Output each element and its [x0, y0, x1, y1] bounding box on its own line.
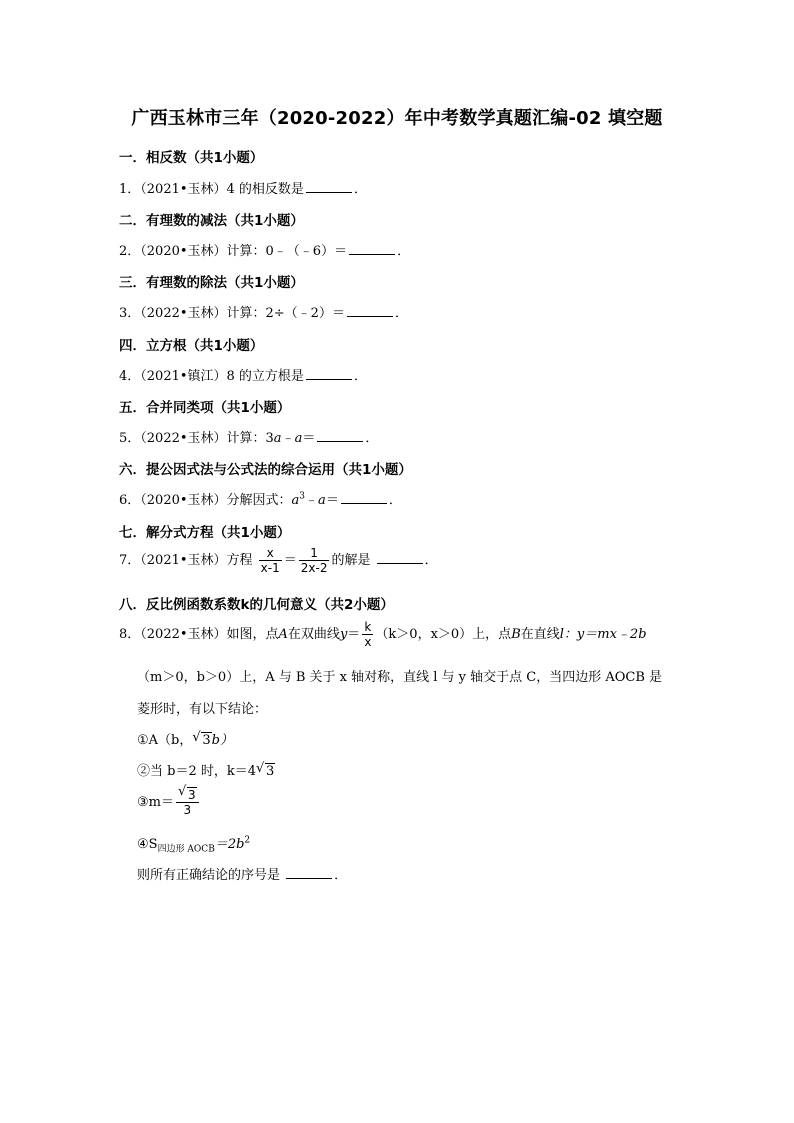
answer-blank-5[interactable]: [317, 440, 363, 442]
conclusion-3: ③m＝ √ 3 3: [137, 788, 201, 817]
section-heading-1: 一．相反数（共1小题）: [119, 150, 264, 166]
question-8-line-2: （m＞0，b＞0）上，A 与 B 关于 x 轴对称，直线 l 与 y 轴交于点 C，当四边形 AOCB 是: [137, 670, 663, 685]
section-heading-7: 七．解分式方程（共1小题）: [119, 525, 291, 541]
sqrt-3: √ 3: [256, 761, 275, 779]
answer-blank-8[interactable]: [286, 877, 332, 879]
answer-blank-1[interactable]: [306, 191, 352, 193]
question-5: 5．（2022•玉林）计算：3a﹣a＝ ．: [119, 431, 379, 446]
fraction-k-over-x: $\frac{k}{x}$: [364, 620, 372, 649]
question-1: 1．（2021•玉林）4 的相反数是 ．: [119, 182, 367, 197]
section-heading-8: 八．反比例函数系数k的几何意义（共2小题）: [119, 597, 394, 613]
section-heading-5: 五．合并同类项（共1小题）: [119, 400, 291, 416]
fraction-x-over-x-minus-1: $\frac{x}{x-1}$: [260, 546, 280, 575]
question-8-line-3: 菱形时，有以下结论：: [137, 702, 268, 717]
question-7: 7．（2021•玉林）方程 $\frac{x}{x-1}$ ＝ $\frac{1}{2x-2}$ 的解是 ．: [119, 546, 438, 575]
question-8-final: 则所有正确结论的序号是 ．: [137, 868, 348, 883]
conclusion-2: ②当 b＝2 时，k＝4 √ 3: [137, 761, 275, 779]
conclusion-4: $④S_{四边形 AOCB}=2b^2$: [137, 835, 251, 855]
fraction-sqrt3-over-3: √ 3 3: [176, 788, 199, 817]
answer-blank-2[interactable]: [349, 253, 395, 255]
page-title: 广西玉林市三年（2020-2022）年中考数学真题汇编-02 填空题: [131, 108, 663, 129]
section-heading-2: 二．有理数的减法（共1小题）: [119, 213, 304, 229]
section-heading-4: 四．立方根（共1小题）: [119, 338, 264, 354]
answer-blank-4[interactable]: [306, 378, 352, 380]
answer-blank-3[interactable]: [347, 315, 393, 317]
fraction-1-over-2x-minus-2: $\frac{1}{2x-2}$: [300, 546, 328, 575]
question-8-line-1: 8．（2022•玉林）如图，点A在双曲线y＝ $\frac{k}{x}$ （k＞0，x＞0）上，点B在直线l：y＝mx﹣2b: [119, 620, 647, 649]
question-3: 3．（2022•玉林）计算：2÷（﹣2）＝ ．: [119, 306, 408, 321]
conclusion-1: ①A（b， √ 3b）: [137, 730, 233, 748]
answer-blank-7[interactable]: [377, 562, 423, 564]
section-heading-6: 六．提公因式法与公式法的综合运用（共1小题）: [119, 462, 412, 478]
sqrt-3: √ 3: [192, 730, 211, 748]
answer-blank-6[interactable]: [341, 502, 387, 504]
question-2: 2．（2020•玉林）计算：0﹣（﹣6）＝ ．: [119, 244, 411, 259]
section-heading-3: 三．有理数的除法（共1小题）: [119, 275, 304, 291]
question-6: 6．（2020•玉林）分解因式：$a^3﹣a=$ ．: [119, 491, 402, 508]
question-4: 4．（2021•镇江）8 的立方根是 ．: [119, 369, 367, 384]
